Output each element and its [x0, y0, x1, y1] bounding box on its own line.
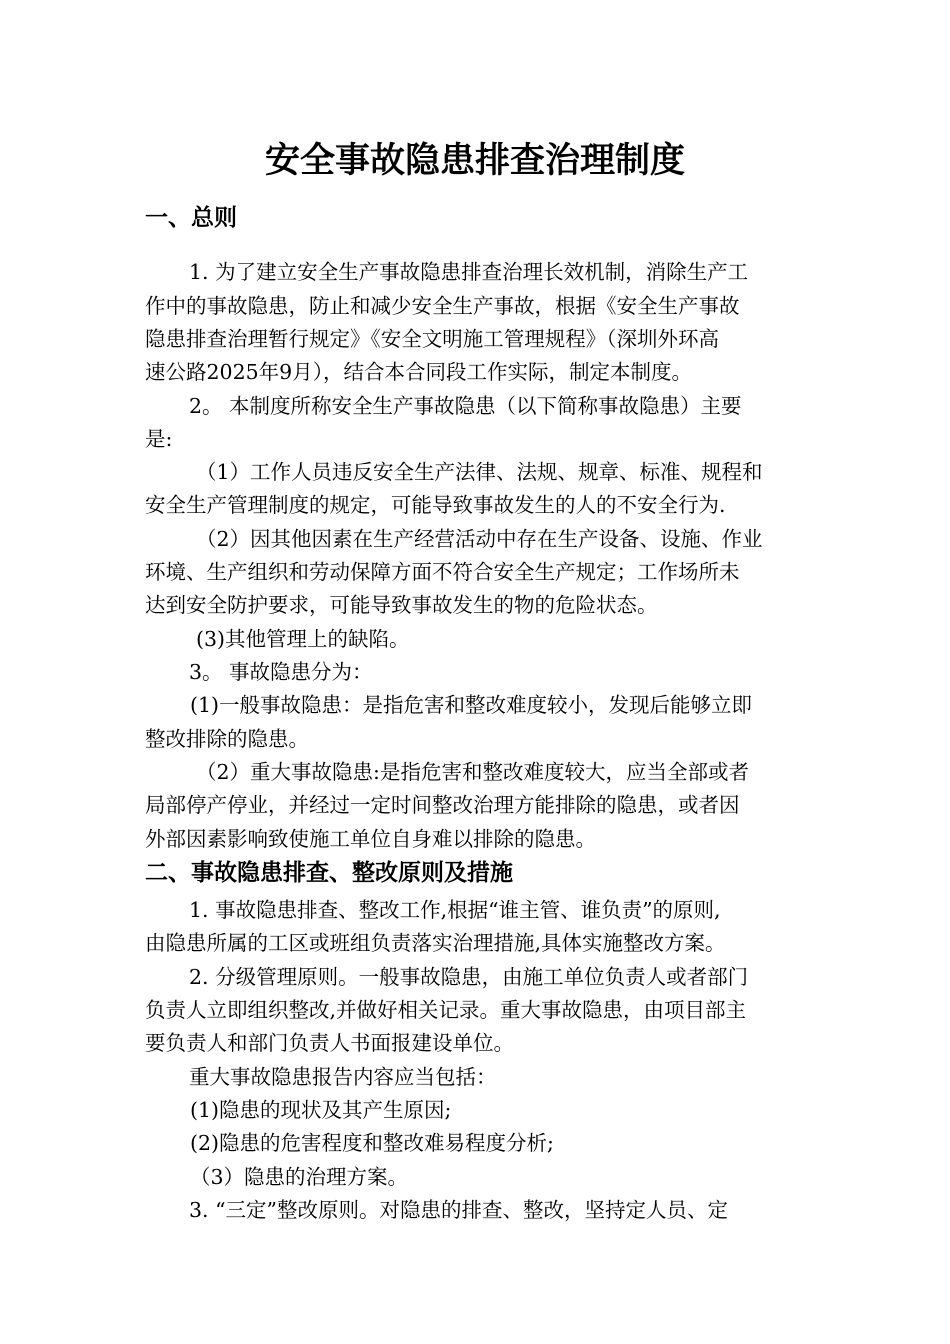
paragraph-line: 达到安全防护要求，可能导致事故发生的物的危险状态。 [145, 593, 658, 617]
paragraph-line: 负责人立即组织整改,并做好相关记录。重大事故隐患，由项目部主 [145, 998, 747, 1022]
paragraph-line: 2. 分级管理原则。一般事故隐患，由施工单位负责人或者部门 [189, 965, 749, 989]
paragraph-line: 局部停产停业，并经过一定时间整改治理方能排除的隐患，或者因 [145, 793, 740, 817]
paragraph-line: 隐患排查治理暂行规定》《安全文明施工管理规程》（深圳外环高 [145, 327, 719, 351]
paragraph-line: （2）因其他因素在生产经营活动中存在生产设备、设施、作业 [196, 527, 763, 551]
section-heading-measures: 二、事故隐患排查、整改原则及措施 [145, 860, 513, 886]
paragraph-line: 作中的事故隐患，防止和减少安全生产事故，根据《安全生产事故 [145, 294, 740, 318]
paragraph-line: 要负责人和部门负责人书面报建设单位。 [145, 1031, 514, 1055]
paragraph-line: 1. 事故隐患排查、整改工作,根据“谁主管、谁负责”的原则, [189, 898, 721, 922]
paragraph-line: (1)隐患的现状及其产生原因; [190, 1098, 452, 1122]
paragraph-line: （2）重大事故隐患:是指危害和整改难度较大，应当全部或者 [196, 760, 749, 784]
paragraph-line: (3)其他管理上的缺陷。 [196, 627, 410, 651]
paragraph-line: (2)隐患的危害程度和整改难易程度分析; [190, 1131, 554, 1155]
paragraph-line: 2。 本制度所称安全生产事故隐患（以下简称事故隐患）主要 [189, 394, 742, 418]
paragraph-line: （3）隐患的治理方案。 [190, 1165, 409, 1189]
paragraph-line: 3. “三定”整改原则。对隐患的排查、整改，坚持定人员、定 [189, 1198, 729, 1222]
paragraph-line: 速公路2025年9月），结合本合同段工作实际，制定本制度。 [145, 360, 692, 384]
paragraph-line: 是: [145, 427, 173, 451]
paragraph-line: 环境、生产组织和劳动保障方面不符合安全生产规定；工作场所未 [145, 560, 740, 584]
paragraph-line: 1. 为了建立安全生产事故隐患排查治理长效机制，消除生产工 [189, 260, 749, 284]
paragraph-line: 重大事故隐患报告内容应当包括： [189, 1065, 497, 1089]
document-title: 安全事故隐患排查治理制度 [264, 141, 685, 181]
section-heading-general: 一、总则 [145, 205, 237, 231]
paragraph-line: (1)一般事故隐患：是指危害和整改难度较小，发现后能够立即 [190, 693, 753, 717]
paragraph-line: 由隐患所属的工区或班组负责落实治理措施,具体实施整改方案。 [145, 931, 726, 955]
paragraph-line: （1）工作人员违反安全生产法律、法规、规章、标准、规程和 [196, 460, 763, 484]
paragraph-line: 安全生产管理制度的规定，可能导致事故发生的人的不安全行为. [145, 493, 726, 517]
paragraph-line: 3。 事故隐患分为： [189, 660, 373, 684]
paragraph-line: 外部因素影响致使施工单位自身难以排除的隐患。 [145, 827, 596, 851]
paragraph-line: 整改排除的隐患。 [145, 727, 309, 751]
